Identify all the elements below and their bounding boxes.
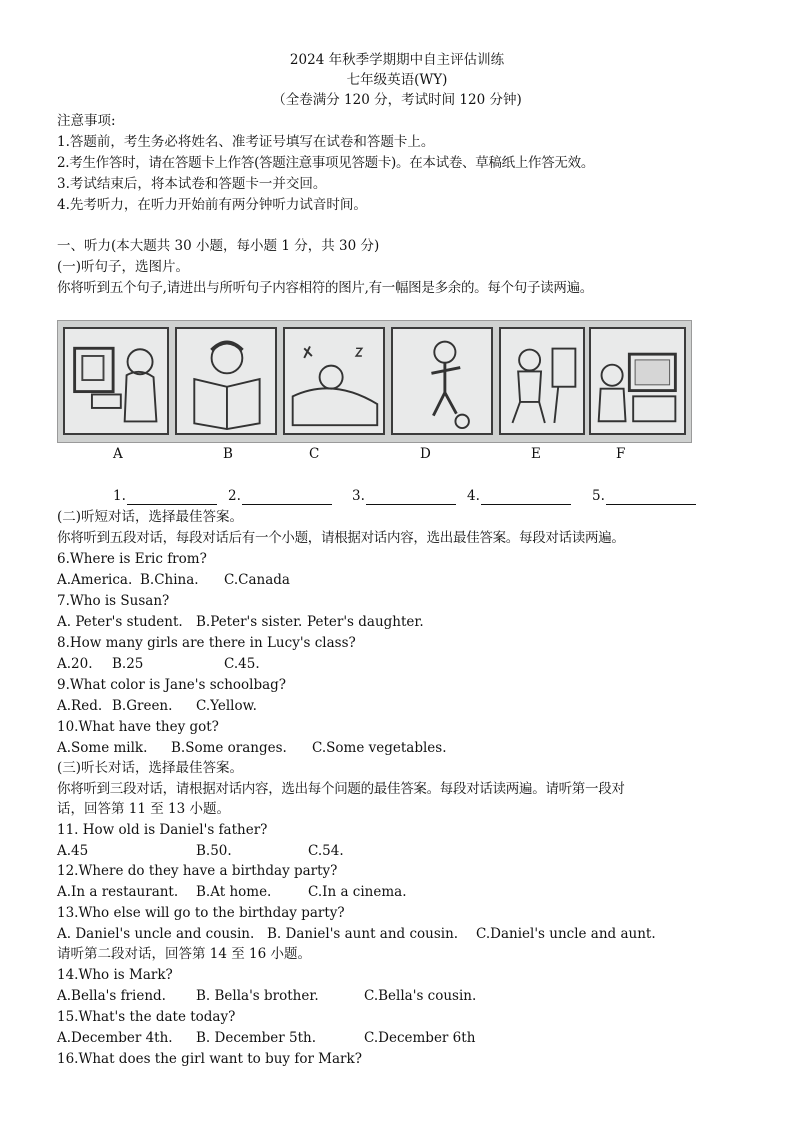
- part2-instructions: 你将听到五段对话，每段对话后有一个小题，请根据对话内容，选出最佳答案。每段对话读两遍。: [57, 530, 625, 546]
- part3-instructions-line1: 你将听到三段对话，请根据对话内容，选出每个问题的最佳答案。每段对话读两遍。请听第一段对: [57, 781, 625, 797]
- q8-option-a: A.20.: [57, 656, 93, 672]
- q9-option-b: B.Green.: [112, 698, 173, 714]
- picture-a-computer: [63, 327, 169, 435]
- q7-option-b: B.Peter's sister.: [196, 614, 303, 630]
- q13-option-c: C.Daniel's uncle and aunt.: [476, 926, 656, 942]
- picture-d-football: [391, 327, 493, 435]
- q6-stem: 6.Where is Eric from?: [57, 551, 207, 567]
- picture-f-tv: [589, 327, 686, 435]
- q11-option-c: C.54.: [308, 843, 344, 859]
- q8-option-b: B.25: [112, 656, 144, 672]
- q11-option-b: B.50.: [196, 843, 232, 859]
- blank-number: 4.: [467, 488, 480, 504]
- q7-option-c: Peter's daughter.: [307, 614, 424, 630]
- blank-number: 5.: [592, 488, 605, 504]
- q14-stem: 14.Who is Mark?: [57, 967, 173, 983]
- note-item-3: 3.考试结束后，将本试卷和答题卡一并交回。: [57, 176, 327, 192]
- part3-title: (三)听长对话，选择最佳答案。: [57, 760, 244, 776]
- q15-option-a: A.December 4th.: [57, 1030, 173, 1046]
- q10-option-b: B.Some oranges.: [171, 740, 287, 756]
- part2-title: (二)听短对话，选择最佳答案。: [57, 509, 244, 525]
- q11-option-a: A.45: [57, 843, 89, 859]
- picture-strip: [57, 320, 692, 443]
- q16-stem: 16.What does the girl want to buy for Mark?: [57, 1051, 362, 1067]
- q12-option-c: C.In a cinema.: [308, 884, 407, 900]
- picture-label-c: C: [309, 446, 320, 462]
- picture-label-e: E: [531, 446, 541, 462]
- q7-option-a: A. Peter's student.: [57, 614, 183, 630]
- q13-stem: 13.Who else will go to the birthday party?: [57, 905, 345, 921]
- q14-option-c: C.Bella's cousin.: [364, 988, 477, 1004]
- section-heading: 一、听力(本大题共 30 小题，每小题 1 分，共 30 分): [57, 238, 380, 254]
- q14-option-b: B. Bella's brother.: [196, 988, 319, 1004]
- blank-line: [481, 490, 571, 505]
- picture-c-sleeping: [283, 327, 385, 435]
- answer-blank-2: [228, 488, 332, 505]
- blank-number: 1.: [113, 488, 126, 504]
- q10-stem: 10.What have they got?: [57, 719, 219, 735]
- part3-instructions-line2: 话，回答第 11 至 13 小题。: [57, 801, 231, 817]
- q7-stem: 7.Who is Susan?: [57, 593, 170, 609]
- q11-stem: 11. How old is Daniel's father?: [57, 822, 268, 838]
- blank-line: [242, 490, 332, 505]
- q9-stem: 9.What color is Jane's schoolbag?: [57, 677, 287, 693]
- picture-label-d: D: [420, 446, 431, 462]
- q8-stem: 8.How many girls are there in Lucy's class?: [57, 635, 356, 651]
- picture-e-painting: [499, 327, 585, 435]
- note-item-4: 4.先考听力，在听力开始前有两分钟听力试音时间。: [57, 197, 367, 213]
- part1-instructions: 你将听到五个句子,请进出与所听句子内容相符的图片,有一幅图是多余的。每个句子读两遍。: [57, 280, 593, 296]
- q15-option-b: B. December 5th.: [196, 1030, 317, 1046]
- note-item-2: 2.考生作答时，请在答题卡上作答(答题注意事项见答题卡)。在本试卷、草稿纸上作答无效。: [57, 155, 595, 171]
- q15-stem: 15.What's the date today?: [57, 1009, 236, 1025]
- part3-second-conversation: 请听第二段对话，回答第 14 至 16 小题。: [57, 946, 312, 962]
- q15-option-c: C.December 6th: [364, 1030, 476, 1046]
- blank-number: 2.: [228, 488, 241, 504]
- answer-blank-4: [467, 488, 571, 505]
- q6-option-b: B.China.: [140, 572, 199, 588]
- q12-option-b: B.At home.: [196, 884, 272, 900]
- q9-option-c: C.Yellow.: [196, 698, 257, 714]
- picture-label-b: B: [223, 446, 233, 462]
- q8-option-c: C.45.: [224, 656, 260, 672]
- blank-line: [366, 490, 456, 505]
- blank-number: 3.: [352, 488, 365, 504]
- q9-option-a: A.Red.: [57, 698, 103, 714]
- q10-option-a: A.Some milk.: [57, 740, 148, 756]
- q12-stem: 12.Where do they have a birthday party?: [57, 863, 338, 879]
- q6-option-a: A.America.: [57, 572, 133, 588]
- blank-line: [606, 490, 696, 505]
- note-item-1: 1.答题前，考生务必将姓名、准考证号填写在试卷和答题卡上。: [57, 134, 435, 150]
- picture-b-reading: [175, 327, 277, 435]
- q6-option-c: C.Canada: [224, 572, 290, 588]
- q12-option-a: A.In a restaurant.: [57, 884, 179, 900]
- exam-info: （全卷满分 120 分，考试时间 120 分钟): [272, 92, 522, 108]
- picture-label-a: A: [113, 446, 123, 462]
- notes-heading: 注意事项:: [57, 113, 116, 129]
- picture-label-f: F: [616, 446, 626, 462]
- q13-option-b: B. Daniel's aunt and cousin.: [267, 926, 459, 942]
- exam-title: 2024 年秋季学期期中自主评估训练: [289, 52, 505, 68]
- answer-blank-3: [352, 488, 456, 505]
- exam-subject: 七年级英语(WY): [346, 72, 448, 88]
- blank-line: [127, 490, 217, 505]
- part1-title: (一)听句子，选图片。: [57, 259, 190, 275]
- answer-blank-1: [113, 488, 217, 505]
- q10-option-c: C.Some vegetables.: [312, 740, 447, 756]
- q14-option-a: A.Bella's friend.: [57, 988, 166, 1004]
- q13-option-a: A. Daniel's uncle and cousin.: [57, 926, 255, 942]
- answer-blank-5: [592, 488, 696, 505]
